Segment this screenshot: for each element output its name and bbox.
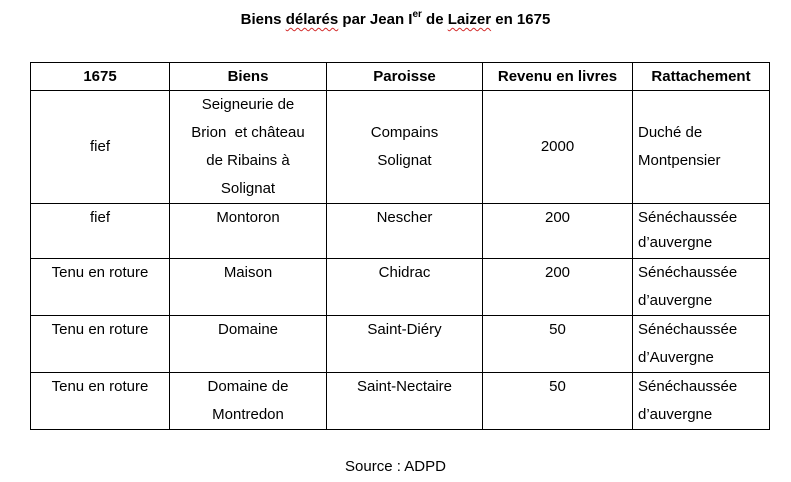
cell-type — [31, 204, 170, 259]
title-name: Laizer — [447, 11, 492, 28]
source-caption: Source : ADPD — [345, 458, 446, 475]
cell-line: Chidrac — [378, 264, 431, 281]
cell-line: Montredon — [212, 406, 284, 423]
cell-paroisse — [327, 373, 483, 430]
cell-rattachement — [633, 204, 770, 259]
header-rattachement: Rattachement — [633, 63, 770, 91]
header-paroisse: Paroisse — [327, 63, 483, 91]
cell-line: d’auvergne — [638, 234, 713, 251]
cell-line: Sénéchaussée — [638, 209, 738, 226]
cell-revenu — [483, 91, 633, 204]
header-biens: Biens — [170, 63, 327, 91]
cell-revenu — [483, 204, 633, 259]
cell-type — [31, 91, 170, 204]
cell-line: Solignat — [377, 152, 432, 169]
cell-text: 2000 — [540, 138, 575, 155]
cell-text: 200 — [544, 209, 571, 226]
table-row — [31, 91, 770, 204]
cell-line: Sénéchaussée — [638, 378, 738, 395]
cell-text: 50 — [549, 321, 566, 338]
title-middle: par Jean I — [338, 11, 413, 28]
cell-text: Tenu en roture — [51, 321, 149, 338]
cell-paroisse — [327, 91, 483, 204]
cell-rattachement — [633, 91, 770, 204]
cell-revenu — [483, 316, 633, 373]
document-title — [0, 10, 791, 30]
cell-type — [31, 373, 170, 430]
cell-type — [31, 259, 170, 316]
properties-table — [30, 62, 770, 430]
cell-line: d’Auvergne — [638, 349, 714, 366]
cell-rattachement — [633, 259, 770, 316]
cell-line: Compains — [370, 124, 439, 141]
cell-paroisse — [327, 316, 483, 373]
cell-biens — [170, 204, 327, 259]
title-after-sup: de — [421, 11, 448, 28]
cell-rattachement — [633, 373, 770, 430]
cell-line: de Ribains à — [206, 152, 290, 169]
cell-line: Solignat — [220, 180, 276, 197]
title-misspelled-word: délarés — [285, 11, 339, 28]
cell-biens — [170, 316, 327, 373]
cell-line: Montoron — [216, 209, 280, 226]
table-row — [31, 259, 770, 316]
cell-rattachement — [633, 316, 770, 373]
cell-revenu — [483, 259, 633, 316]
title-suffix: en 1675 — [491, 11, 551, 28]
cell-line: d’auvergne — [638, 292, 713, 309]
cell-line: Brion et château — [191, 124, 305, 141]
table-header-row — [31, 63, 770, 91]
cell-line: d’auvergne — [638, 406, 713, 423]
cell-text: Tenu en roture — [51, 378, 149, 395]
title-superscript: er — [412, 9, 422, 20]
cell-line: Montpensier — [638, 152, 721, 169]
cell-text: 50 — [549, 378, 566, 395]
cell-type — [31, 316, 170, 373]
cell-line: Domaine — [217, 321, 279, 338]
table-row — [31, 316, 770, 373]
cell-line: Domaine de — [207, 378, 289, 395]
cell-line: Sénéchaussée — [638, 264, 738, 281]
cell-text: fief — [89, 209, 110, 226]
cell-line: Maison — [223, 264, 273, 281]
cell-line: Sénéchaussée — [638, 321, 738, 338]
header-revenu: Revenu en livres — [483, 63, 633, 91]
cell-paroisse — [327, 204, 483, 259]
cell-line: Saint-Diéry — [367, 321, 442, 338]
cell-text: Tenu en roture — [51, 264, 149, 281]
cell-line: Duché de — [638, 124, 703, 141]
cell-line: Nescher — [376, 209, 433, 226]
cell-biens — [170, 259, 327, 316]
cell-paroisse — [327, 259, 483, 316]
cell-revenu — [483, 373, 633, 430]
cell-text: 200 — [544, 264, 571, 281]
table-row — [31, 204, 770, 259]
cell-text: fief — [89, 138, 110, 155]
header-1675: 1675 — [31, 63, 170, 91]
title-prefix: Biens — [240, 11, 286, 28]
cell-line: Saint-Nectaire — [356, 378, 453, 395]
cell-line: Seigneurie de — [201, 96, 295, 113]
table-row — [31, 373, 770, 430]
cell-biens — [170, 373, 327, 430]
cell-biens — [170, 91, 327, 204]
